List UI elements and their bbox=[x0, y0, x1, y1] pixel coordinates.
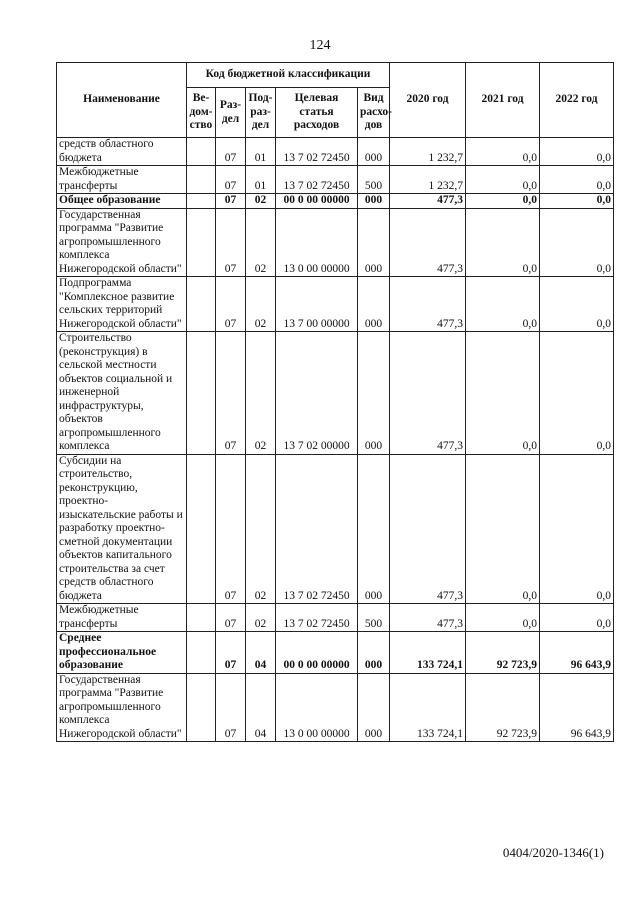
header-name: Наименование bbox=[57, 63, 187, 138]
row-2022: 0,0 bbox=[540, 166, 614, 194]
table-row bbox=[57, 632, 614, 674]
row-target: 13 7 02 72450 bbox=[276, 604, 358, 632]
table-row bbox=[57, 332, 614, 455]
row-podrazdel: 01 bbox=[246, 138, 276, 166]
row-vedomstvo bbox=[187, 632, 216, 674]
row-name: Среднее профессиональное образование bbox=[57, 632, 187, 674]
row-name: Общее образование bbox=[57, 194, 187, 209]
row-podrazdel: 02 bbox=[246, 208, 276, 277]
row-razdel: 07 bbox=[216, 138, 246, 166]
row-razdel: 07 bbox=[216, 208, 246, 277]
row-2021: 0,0 bbox=[466, 138, 540, 166]
header-vid: Вид расхо-дов bbox=[358, 88, 390, 138]
row-2020: 477,3 bbox=[390, 277, 466, 332]
row-podrazdel: 02 bbox=[246, 604, 276, 632]
row-podrazdel: 04 bbox=[246, 673, 276, 742]
row-vid: 000 bbox=[358, 138, 390, 166]
row-2020: 477,3 bbox=[390, 604, 466, 632]
row-vedomstvo bbox=[187, 332, 216, 455]
header-classification-group: Код бюджетной классификации bbox=[187, 63, 390, 88]
row-vedomstvo bbox=[187, 454, 216, 604]
row-2022: 96 643,9 bbox=[540, 673, 614, 742]
row-2020: 1 232,7 bbox=[390, 138, 466, 166]
header-vedomstvo: Ве-дом-ство bbox=[187, 88, 216, 138]
row-2022: 0,0 bbox=[540, 138, 614, 166]
row-2020: 477,3 bbox=[390, 332, 466, 455]
row-name: Межбюджетные трансферты bbox=[57, 166, 187, 194]
header-2022: 2022 год bbox=[540, 63, 614, 138]
row-2021: 0,0 bbox=[466, 166, 540, 194]
row-target: 13 0 00 00000 bbox=[276, 208, 358, 277]
row-2021: 0,0 bbox=[466, 194, 540, 209]
row-vedomstvo bbox=[187, 194, 216, 209]
row-vid: 500 bbox=[358, 166, 390, 194]
budget-table bbox=[56, 62, 614, 742]
header-2021: 2021 год bbox=[466, 63, 540, 138]
row-target: 13 7 02 72450 bbox=[276, 454, 358, 604]
table-row bbox=[57, 277, 614, 332]
row-target: 13 7 02 00000 bbox=[276, 332, 358, 455]
row-vid: 000 bbox=[358, 332, 390, 455]
table-row bbox=[57, 454, 614, 604]
row-podrazdel: 02 bbox=[246, 454, 276, 604]
row-2022: 0,0 bbox=[540, 332, 614, 455]
row-razdel: 07 bbox=[216, 673, 246, 742]
row-razdel: 07 bbox=[216, 632, 246, 674]
row-vid: 000 bbox=[358, 632, 390, 674]
row-razdel: 07 bbox=[216, 604, 246, 632]
header-target: Целевая статья расходов bbox=[276, 88, 358, 138]
row-2022: 96 643,9 bbox=[540, 632, 614, 674]
row-2020: 477,3 bbox=[390, 194, 466, 209]
row-target: 00 0 00 00000 bbox=[276, 632, 358, 674]
row-vedomstvo bbox=[187, 604, 216, 632]
row-2021: 0,0 bbox=[466, 454, 540, 604]
page-number: 124 bbox=[309, 38, 331, 53]
row-2020: 133 724,1 bbox=[390, 632, 466, 674]
row-vedomstvo bbox=[187, 138, 216, 166]
row-vedomstvo bbox=[187, 277, 216, 332]
row-vid: 000 bbox=[358, 194, 390, 209]
row-2021: 92 723,9 bbox=[466, 632, 540, 674]
row-2021: 0,0 bbox=[466, 604, 540, 632]
row-2020: 133 724,1 bbox=[390, 673, 466, 742]
row-razdel: 07 bbox=[216, 277, 246, 332]
table-row bbox=[57, 138, 614, 166]
table-row bbox=[57, 166, 614, 194]
table-row bbox=[57, 604, 614, 632]
row-vid: 500 bbox=[358, 604, 390, 632]
header-razdel: Раз-дел bbox=[216, 88, 246, 138]
row-target: 13 7 00 00000 bbox=[276, 277, 358, 332]
row-2021: 0,0 bbox=[466, 277, 540, 332]
header-2020: 2020 год bbox=[390, 63, 466, 138]
header-podrazdel: Под-раз-дел bbox=[246, 88, 276, 138]
row-vid: 000 bbox=[358, 208, 390, 277]
row-2021: 0,0 bbox=[466, 208, 540, 277]
row-target: 13 7 02 72450 bbox=[276, 138, 358, 166]
row-vedomstvo bbox=[187, 673, 216, 742]
table-row bbox=[57, 673, 614, 742]
row-2021: 0,0 bbox=[466, 332, 540, 455]
row-2021: 92 723,9 bbox=[466, 673, 540, 742]
row-2022: 0,0 bbox=[540, 604, 614, 632]
row-podrazdel: 02 bbox=[246, 332, 276, 455]
document-code: 0404/2020-1346(1) bbox=[502, 845, 604, 860]
table-row bbox=[57, 208, 614, 277]
row-2022: 0,0 bbox=[540, 277, 614, 332]
row-2022: 0,0 bbox=[540, 454, 614, 604]
table-row bbox=[57, 194, 614, 209]
row-2020: 477,3 bbox=[390, 208, 466, 277]
row-vid: 000 bbox=[358, 277, 390, 332]
row-name: Строительство (реконструкция) в сельской местности объектов социальной и инженерной инфраструктуры, объектов агропромышленного комплекса bbox=[57, 332, 187, 455]
row-vid: 000 bbox=[358, 673, 390, 742]
row-podrazdel: 01 bbox=[246, 166, 276, 194]
row-razdel: 07 bbox=[216, 454, 246, 604]
row-2022: 0,0 bbox=[540, 208, 614, 277]
row-name: Подпрограмма "Комплексное развитие сельских территорий Нижегородской области" bbox=[57, 277, 187, 332]
row-name: Субсидии на строительство, реконструкцию, проектно-изыскательские работы и разработку проектно-сметной документации объектов капитального строительства за счет средств областного бюджета bbox=[57, 454, 187, 604]
row-podrazdel: 04 bbox=[246, 632, 276, 674]
row-2020: 477,3 bbox=[390, 454, 466, 604]
row-vedomstvo bbox=[187, 208, 216, 277]
row-name: Государственная программа "Развитие агропромышленного комплекса Нижегородской области" bbox=[57, 673, 187, 742]
row-podrazdel: 02 bbox=[246, 277, 276, 332]
row-razdel: 07 bbox=[216, 332, 246, 455]
row-2020: 1 232,7 bbox=[390, 166, 466, 194]
row-vedomstvo bbox=[187, 166, 216, 194]
row-razdel: 07 bbox=[216, 194, 246, 209]
row-name: средств областного бюджета bbox=[57, 138, 187, 166]
row-target: 13 7 02 72450 bbox=[276, 166, 358, 194]
row-target: 13 0 00 00000 bbox=[276, 673, 358, 742]
row-2022: 0,0 bbox=[540, 194, 614, 209]
row-target: 00 0 00 00000 bbox=[276, 194, 358, 209]
row-vid: 000 bbox=[358, 454, 390, 604]
row-name: Межбюджетные трансферты bbox=[57, 604, 187, 632]
row-name: Государственная программа "Развитие агропромышленного комплекса Нижегородской области" bbox=[57, 208, 187, 277]
row-podrazdel: 02 bbox=[246, 194, 276, 209]
row-razdel: 07 bbox=[216, 166, 246, 194]
